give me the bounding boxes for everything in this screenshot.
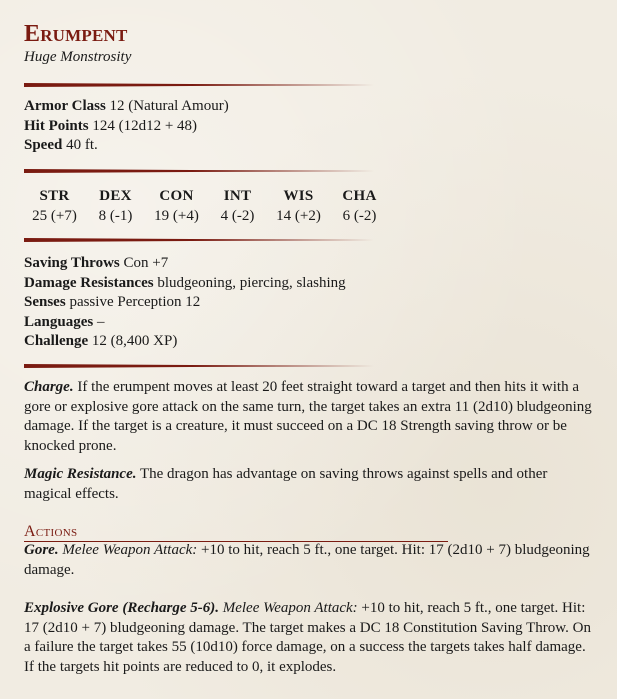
armor-class-value: 12 (Natural Amour) (109, 98, 229, 114)
saving-throws-line (24, 254, 594, 274)
ability-name: WIS (283, 188, 314, 204)
ability-name: STR (39, 188, 70, 204)
speed-label: Speed (24, 137, 63, 153)
basic-stats (24, 97, 594, 156)
ability-str (24, 186, 85, 226)
hit-points-line (24, 117, 594, 137)
damage-resistances-value: bludgeoning, piercing, slashing (157, 274, 346, 291)
challenge-value: 12 (8,400 XP) (91, 333, 178, 349)
damage-resistances-label: Damage Resistances (24, 274, 154, 291)
trait-text: The dragon has advantage on saving throws against spells and other magical effects. (24, 466, 548, 502)
monster-name: Erumpent (24, 21, 128, 47)
trait-text: If the erumpent moves at least 20 feet straight toward a target and then hits it with a gore or explosive gore attack on the same turn, the target takes an extra 11 (2d10) bludgeoning damage. If the target is a creature, it must succeed on a DC 18 Strength saving throw or be knocked prone. (24, 379, 592, 454)
challenge-label: Challenge (24, 333, 89, 349)
ability-score: 19 (+4) (154, 208, 199, 224)
ability-score: 14 (+2) (276, 208, 321, 224)
armor-class-label: Armor Class (24, 98, 106, 114)
ability-score: 4 (-2) (220, 208, 255, 224)
divider (24, 364, 374, 368)
actions-heading: Actions (24, 522, 448, 542)
ability-cha (329, 186, 390, 226)
trait-charge (24, 378, 594, 456)
divider (24, 169, 374, 173)
hit-points-label: Hit Points (24, 117, 89, 134)
action-gore (24, 541, 594, 580)
ability-wis (268, 186, 329, 226)
action-text: +10 to hit, reach 5 ft., one target. Hit: 17 (2d10 + 7) bludgeoning damage. (24, 542, 590, 578)
languages-line (24, 313, 594, 333)
hit-points-value: 124 (12d12 + 48) (92, 117, 198, 134)
senses-value: passive Perception 12 (69, 294, 201, 310)
action-text: +10 to hit, reach 5 ft., one target. Hit: 17 (2d10 + 7) bludgeoning damage. The target makes a DC 18 Constitution Saving Throw. On a failure the target takes 55 (10d10) force damage, on a success the targets takes half damage. If the targets hit points are reduced to 0, it explodes. (24, 600, 591, 675)
ability-score: 25 (+7) (32, 208, 77, 224)
action-explosive-gore (24, 599, 594, 677)
ability-scores (24, 186, 394, 226)
senses-line (24, 293, 594, 313)
trait-name: Magic Resistance. (24, 466, 137, 482)
speed-line (24, 136, 594, 156)
speed-value: 40 ft. (66, 137, 98, 153)
saving-throws-label: Saving Throws (24, 255, 120, 271)
ability-score: 6 (-2) (342, 208, 377, 224)
action-name: Explosive Gore (Recharge 5-6). (24, 600, 219, 616)
ability-dex (85, 186, 146, 226)
action-name: Gore. (24, 542, 59, 558)
damage-resistances-line (24, 274, 594, 294)
ability-con (146, 186, 207, 226)
ability-name: DEX (99, 188, 132, 204)
challenge-line (24, 332, 594, 352)
saving-throws-value: Con +7 (123, 255, 169, 271)
armor-class-line (24, 97, 594, 117)
divider (24, 83, 374, 87)
ability-name: INT (223, 188, 252, 204)
ability-int (207, 186, 268, 226)
languages-label: Languages (24, 313, 94, 330)
ability-name: CHA (342, 188, 377, 204)
trait-magic-resistance (24, 465, 594, 504)
trait-name: Charge. (24, 379, 74, 395)
monster-type: Huge Monstrosity (24, 49, 132, 65)
attack-type: Melee Weapon Attack: (222, 600, 358, 616)
attack-type: Melee Weapon Attack: (62, 542, 198, 558)
ability-score: 8 (-1) (98, 208, 133, 224)
senses-label: Senses (24, 294, 66, 310)
ability-name: CON (159, 188, 194, 204)
detail-stats (24, 254, 594, 352)
languages-value: – (96, 313, 105, 330)
divider (24, 238, 374, 242)
